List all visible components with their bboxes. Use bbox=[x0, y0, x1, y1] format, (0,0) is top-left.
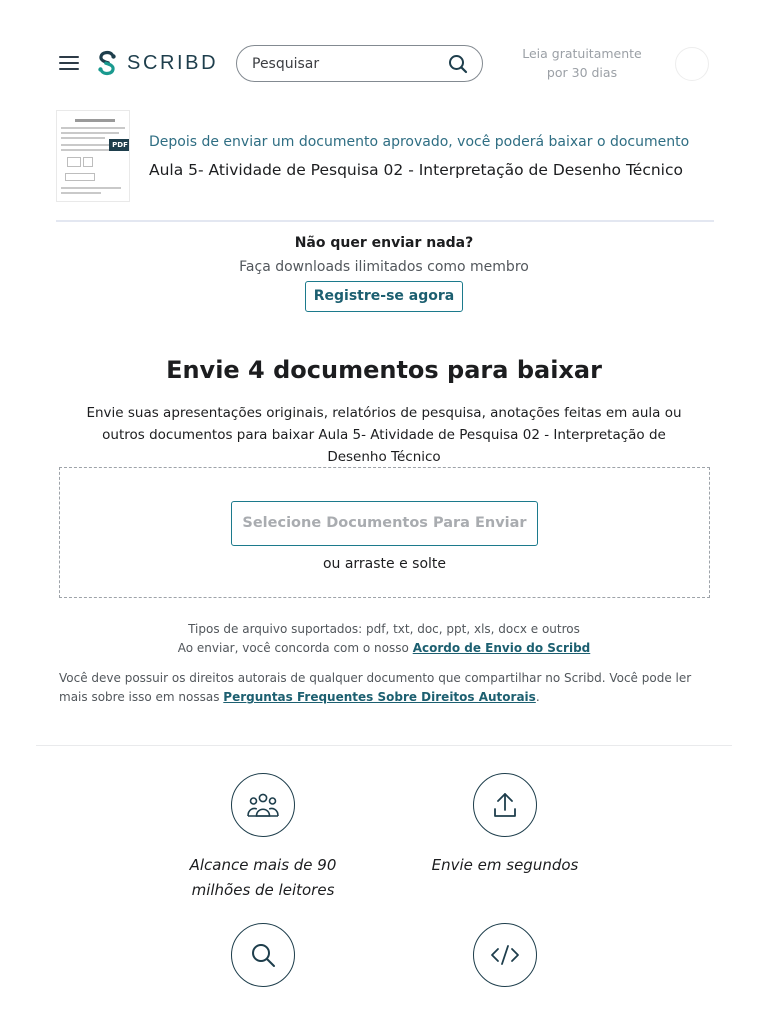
register-button[interactable]: Registre-se agora bbox=[305, 281, 463, 312]
document-summary bbox=[56, 110, 714, 222]
upload-heading: Envie 4 documentos para baixar bbox=[166, 356, 602, 384]
free-trial-link[interactable] bbox=[512, 44, 652, 82]
people-icon bbox=[231, 773, 295, 837]
download-note: Depois de enviar um documento aprovado, você poderá baixar o documento bbox=[149, 134, 690, 150]
promo-line-2: por 30 dias bbox=[546, 65, 618, 80]
logo-text: SCRIBD bbox=[127, 51, 219, 74]
upload-agreement-link[interactable]: Acordo de Envio do Scribd bbox=[412, 641, 591, 655]
copyright-faq-link[interactable]: Perguntas Frequentes Sobre Direitos Autorais bbox=[223, 690, 536, 704]
cta-subtitle: Faça downloads ilimitados como membro bbox=[239, 259, 529, 275]
cta-question: Não quer enviar nada? bbox=[294, 235, 474, 251]
feature-upload-label: Envie em segundos bbox=[431, 856, 579, 874]
search-input[interactable] bbox=[252, 56, 448, 72]
menu-icon[interactable] bbox=[59, 56, 79, 70]
feature-reach-label bbox=[163, 853, 363, 903]
promo-line-1: Leia gratuitamente bbox=[522, 46, 642, 61]
agreement-prefix: Ao enviar, você concorda com o nosso bbox=[177, 641, 409, 655]
upload-terms bbox=[0, 620, 768, 658]
code-icon bbox=[473, 923, 537, 987]
document-info bbox=[149, 132, 689, 181]
document-title[interactable]: Aula 5- Atividade de Pesquisa 02 - Interpretação de Desenho Técnico bbox=[149, 161, 683, 179]
upload-dropzone[interactable] bbox=[59, 467, 710, 598]
site-header bbox=[0, 0, 768, 126]
feature-upload bbox=[405, 773, 605, 878]
feature-search bbox=[163, 923, 363, 987]
pdf-badge: PDF bbox=[109, 139, 130, 151]
feature-reach-line-1: Alcance mais de 90 bbox=[189, 856, 337, 874]
avatar[interactable] bbox=[675, 47, 709, 81]
document-thumbnail[interactable] bbox=[56, 110, 130, 202]
search-icon bbox=[231, 923, 295, 987]
upload-icon bbox=[473, 773, 537, 837]
copyright-text: Você deve possuir os direitos autorais de qualquer documento que compartilhar no Scribd. Você pode ler mais sobre isso em nossas bbox=[59, 671, 692, 704]
search-icon[interactable] bbox=[448, 54, 468, 74]
supported-file-types: Tipos de arquivo suportados: pdf, txt, doc, ppt, xls, docx e outros bbox=[188, 622, 580, 636]
agreement-line bbox=[0, 639, 768, 658]
feature-embed bbox=[405, 923, 605, 987]
feature-reach-line-2: milhões de leitores bbox=[191, 881, 335, 899]
scribd-logo-icon bbox=[96, 50, 118, 76]
feature-reach bbox=[163, 773, 363, 903]
section-divider bbox=[36, 745, 732, 746]
scribd-logo[interactable] bbox=[96, 50, 218, 76]
copyright-notice bbox=[59, 669, 711, 707]
select-documents-button[interactable]: Selecione Documentos Para Enviar bbox=[231, 501, 538, 546]
membership-cta bbox=[0, 233, 768, 312]
search-bar[interactable] bbox=[236, 45, 483, 82]
drag-drop-text: ou arraste e solte bbox=[322, 556, 447, 572]
upload-description: Envie suas apresentações originais, relatórios de pesquisa, anotações feitas em aula ou outros documentos para baixar Aula 5- Atividade de Pesquisa 02 - Interpretação de Desenho Técnico bbox=[86, 405, 682, 465]
copyright-suffix: . bbox=[535, 690, 540, 704]
